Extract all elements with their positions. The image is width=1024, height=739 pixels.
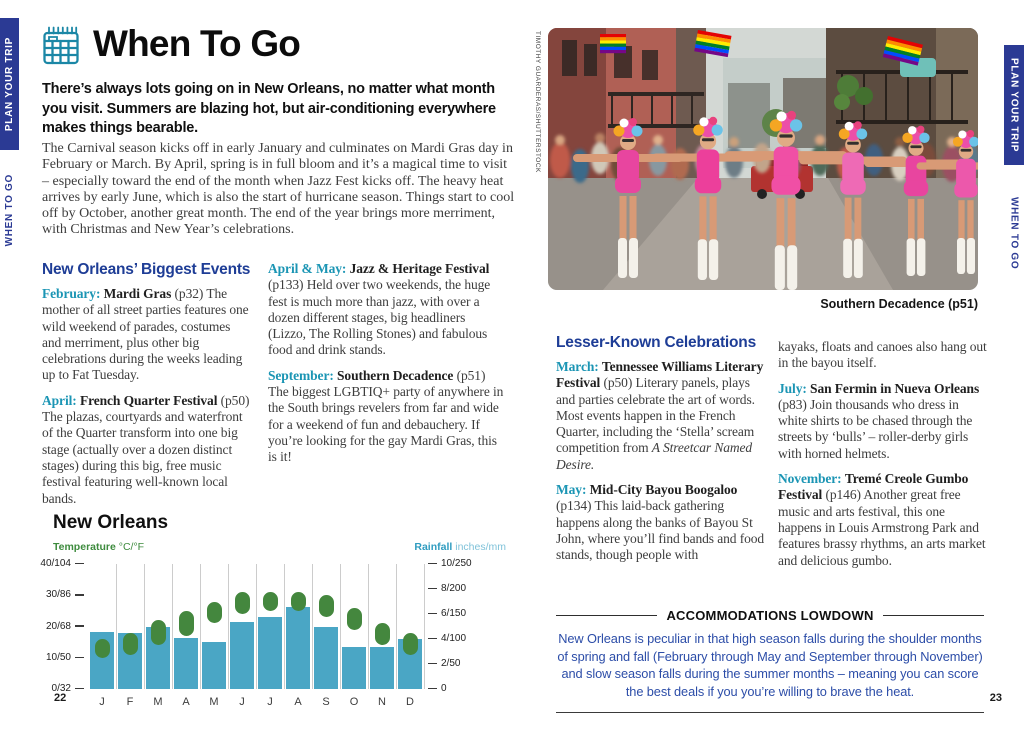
event-name: Southern Decadence	[337, 367, 454, 383]
event-description: Join thousands who dress in white shirts to be chased through the streets by ‘bulls’ – roller-derby girls with horned helmets.	[778, 396, 973, 461]
biggest-events-section	[42, 261, 516, 516]
rainfall-bar	[286, 607, 310, 690]
event-page-ref: (p51)	[456, 367, 486, 383]
parade-photo-illustration	[548, 28, 978, 290]
temperature-range-pill	[319, 595, 334, 617]
month-label: F	[126, 696, 134, 708]
event-entry	[42, 393, 252, 507]
right-axis-tick: 0	[428, 683, 447, 694]
right-axis-tick: 2/50	[428, 658, 460, 669]
left-axis-tick: 30/86	[46, 589, 84, 600]
temperature-axis-label: Temperature °C/°F	[53, 541, 145, 553]
event-entry	[42, 286, 252, 384]
event-page-ref: (p50)	[603, 375, 633, 391]
event-page-ref: (p134)	[556, 498, 592, 514]
heading-rule-left	[556, 615, 657, 617]
rainfall-bar	[258, 617, 282, 690]
event-entry	[268, 368, 506, 466]
section-heading: Lesser-Known Celebrations	[556, 334, 756, 351]
month-label: O	[349, 696, 359, 708]
chart-gridline	[368, 564, 369, 689]
edge-tab-label: PLAN YOUR TRIP	[1008, 57, 1020, 153]
left-axis-tick: 0/32	[52, 683, 84, 694]
event-description: Literary panels, plays and parties celebrate the art of words. Most events happen in the French Quarter, including the ‘Stella’ scream competition from	[556, 375, 755, 456]
event-month: April:	[42, 392, 77, 408]
climate-plot	[88, 564, 424, 689]
edge-tab-when-to-go	[0, 158, 19, 262]
event-name: San Fermin in Nueva Orleans	[810, 380, 980, 396]
event-description-italic: A Streetcar Named Desire.	[556, 440, 753, 472]
rainfall-bar	[230, 622, 254, 690]
accommodations-heading: ACCOMMODATIONS LOWDOWN	[666, 608, 874, 623]
chart-gridline	[312, 564, 313, 689]
chart-gridline	[228, 564, 229, 689]
event-page-ref: (p32)	[174, 286, 204, 301]
event-description: The biggest LGBTIQ+ party of anywhere in the South brings revelers from far and wide for a weekend of fun and debauchery. If you’re looking for the gay Mardi Gras, this is it!	[268, 384, 504, 465]
event-month: March:	[556, 359, 599, 374]
temperature-range-pill	[347, 608, 362, 630]
chart-gridline	[284, 564, 285, 689]
event-name: Mid-City Bayou Boogaloo	[589, 482, 738, 498]
event-name: Tremé Creole Gumbo Festival	[778, 471, 969, 503]
event-entry	[268, 261, 506, 359]
right-ticks	[428, 558, 508, 694]
month-labels	[88, 696, 424, 710]
month-label: M	[209, 696, 219, 708]
lesser-known-section	[556, 334, 990, 578]
event-name: Mardi Gras	[103, 286, 172, 301]
temperature-range-pill	[151, 620, 166, 645]
edge-tab-label: WHEN TO GO	[1008, 196, 1020, 270]
events-column-2	[268, 261, 506, 516]
month-label: J	[239, 696, 245, 708]
rainfall-bar	[314, 627, 338, 690]
chart-gridline	[256, 564, 257, 689]
month-label: A	[182, 696, 190, 708]
page-number-right: 23	[989, 692, 1002, 704]
chart-gridline	[144, 564, 145, 689]
climate-chart	[40, 510, 512, 725]
edge-tab-label: PLAN YOUR TRIP	[4, 36, 15, 132]
temperature-range-pill	[375, 623, 390, 645]
event-month: July:	[778, 380, 807, 396]
event-page-ref: (p133)	[268, 277, 304, 293]
event-entry	[778, 471, 990, 569]
month-label: N	[378, 696, 386, 708]
event-month: November:	[778, 471, 842, 487]
chart-gridline	[172, 564, 173, 689]
event-description: This laid-back gathering happens along the banks of Bayou St John, where you’ll find bands and food stands, though people with	[556, 498, 765, 563]
event-month: May:	[556, 482, 587, 498]
rainfall-axis-label: Rainfall inches/mm	[414, 541, 506, 553]
lesser-column-2	[778, 334, 990, 578]
edge-tab-when-to-go	[1004, 183, 1024, 283]
event-month: April & May:	[268, 261, 347, 276]
left-axis-tick: 20/68	[46, 621, 84, 632]
edge-tab-label: WHEN TO GO	[4, 173, 15, 247]
event-entry	[556, 482, 768, 563]
southern-decadence-photo	[548, 28, 978, 290]
right-axis-tick: 10/250	[428, 558, 472, 569]
accommodations-heading-row	[556, 608, 984, 623]
event-page-ref: (p146)	[825, 487, 861, 503]
events-column-1	[42, 261, 252, 516]
right-axis-tick: 4/100	[428, 633, 466, 644]
rainfall-bar	[174, 638, 198, 689]
left-ticks	[40, 558, 84, 694]
month-label: J	[99, 696, 105, 708]
edge-tab-plan-your-trip	[1004, 45, 1024, 165]
photo-credit: TIMOTHY GUARDERAS/SHUTTERSTOCK	[534, 31, 541, 173]
right-axis-tick: 8/200	[428, 583, 466, 594]
temperature-range-pill	[235, 592, 250, 614]
temperature-range-pill	[403, 633, 418, 655]
event-month: February:	[42, 286, 101, 301]
month-label: D	[406, 696, 414, 708]
event-description: Another great free music and arts festival, this one happens in Louis Armstrong Park and features brassy rhythms, an arts market and delicious gumbo.	[778, 487, 986, 568]
right-axis-tick: 6/150	[428, 608, 466, 619]
event-description: The mother of all street parties features one wild weekend of parades, costumes and merriment, plus other big celebrations during the weeks leading up to Fat Tuesday.	[42, 286, 249, 383]
chart-title: New Orleans	[53, 512, 169, 533]
chart-gridline	[200, 564, 201, 689]
temperature-range-pill	[291, 592, 306, 611]
month-label: J	[267, 696, 273, 708]
temperature-range-pill	[263, 592, 278, 611]
event-description: Held over two weekends, the huge fest is much more than jazz, with over a dozen different stages, big headliners (Lizzo, The Rolling Stones) and fabulous food and drink stands.	[268, 277, 491, 358]
month-label: S	[322, 696, 330, 708]
event-description: The plazas, courtyards and waterfront of the Quarter transform into one big stage (actually over a dozen distinct stages) during this big, free music festival featuring well-known local bands.	[42, 409, 243, 506]
page-number-left: 22	[54, 692, 67, 704]
edge-tab-plan-your-trip	[0, 18, 19, 150]
calendar-icon	[42, 25, 80, 72]
event-page-ref: (p83)	[778, 396, 807, 412]
page-title: When To Go	[93, 23, 301, 64]
event-entry	[778, 381, 990, 462]
heading-rule-right	[883, 615, 984, 617]
chart-gridline	[116, 564, 117, 689]
event-name: Tennessee Williams Literary Festival	[556, 359, 764, 391]
temperature-range-pill	[207, 602, 222, 624]
chart-gridline	[424, 564, 425, 689]
page-right	[512, 0, 1024, 739]
accommodations-lowdown	[556, 608, 984, 713]
event-entry-continuation: kayaks, floats and canoes also hang out in the bayou itself.	[778, 339, 987, 371]
event-name: French Quarter Festival	[79, 392, 218, 408]
chart-gridline	[396, 564, 397, 689]
section-heading: New Orleans’ Biggest Events	[42, 261, 251, 278]
lead-paragraph: The Carnival season kicks off in early January and culminates on Mardi Gras day in February or March. By April, spring is in full bloom and it’s a magical time to visit – especially toward the end of the month when Jazz Fest kicks off. The heavy heat arrives by early June, which is also the start of hurricane season. Things start to cool off by October, another great month. The end of the year brings more merriment, with Christmas and New Year’s celebrations.	[42, 141, 515, 238]
temperature-range-pill	[123, 633, 138, 655]
left-axis-tick: 40/104	[40, 558, 84, 569]
month-label: M	[153, 696, 163, 708]
event-month: September:	[268, 367, 334, 383]
rainfall-bar	[202, 642, 226, 690]
temperature-range-pill	[179, 611, 194, 636]
left-axis-tick: 10/50	[46, 652, 84, 663]
accommodations-text: New Orleans is peculiar in that high season falls during the shoulder months of spring and fall (February through May and September through November) and slow season falls during the summer months – meaning you can score the best deals if you you’re willing to brave the heat.	[557, 631, 983, 699]
rainfall-bar	[370, 647, 394, 690]
event-page-ref: (p50)	[220, 392, 250, 408]
intro-paragraph: There’s always lots going on in New Orleans, no matter what month you visit. Summers are blazing hot, but air-conditioning everywhere makes things bearable.	[42, 81, 496, 136]
event-entry	[556, 359, 768, 473]
event-name: Jazz & Heritage Festival	[349, 261, 490, 276]
month-label: A	[294, 696, 302, 708]
rainfall-bar	[342, 647, 366, 690]
temperature-range-pill	[95, 639, 110, 658]
chapter-header	[42, 25, 300, 72]
chart-gridline	[340, 564, 341, 689]
photo-caption: Southern Decadence (p51)	[820, 297, 978, 311]
lesser-column-1	[556, 334, 768, 578]
